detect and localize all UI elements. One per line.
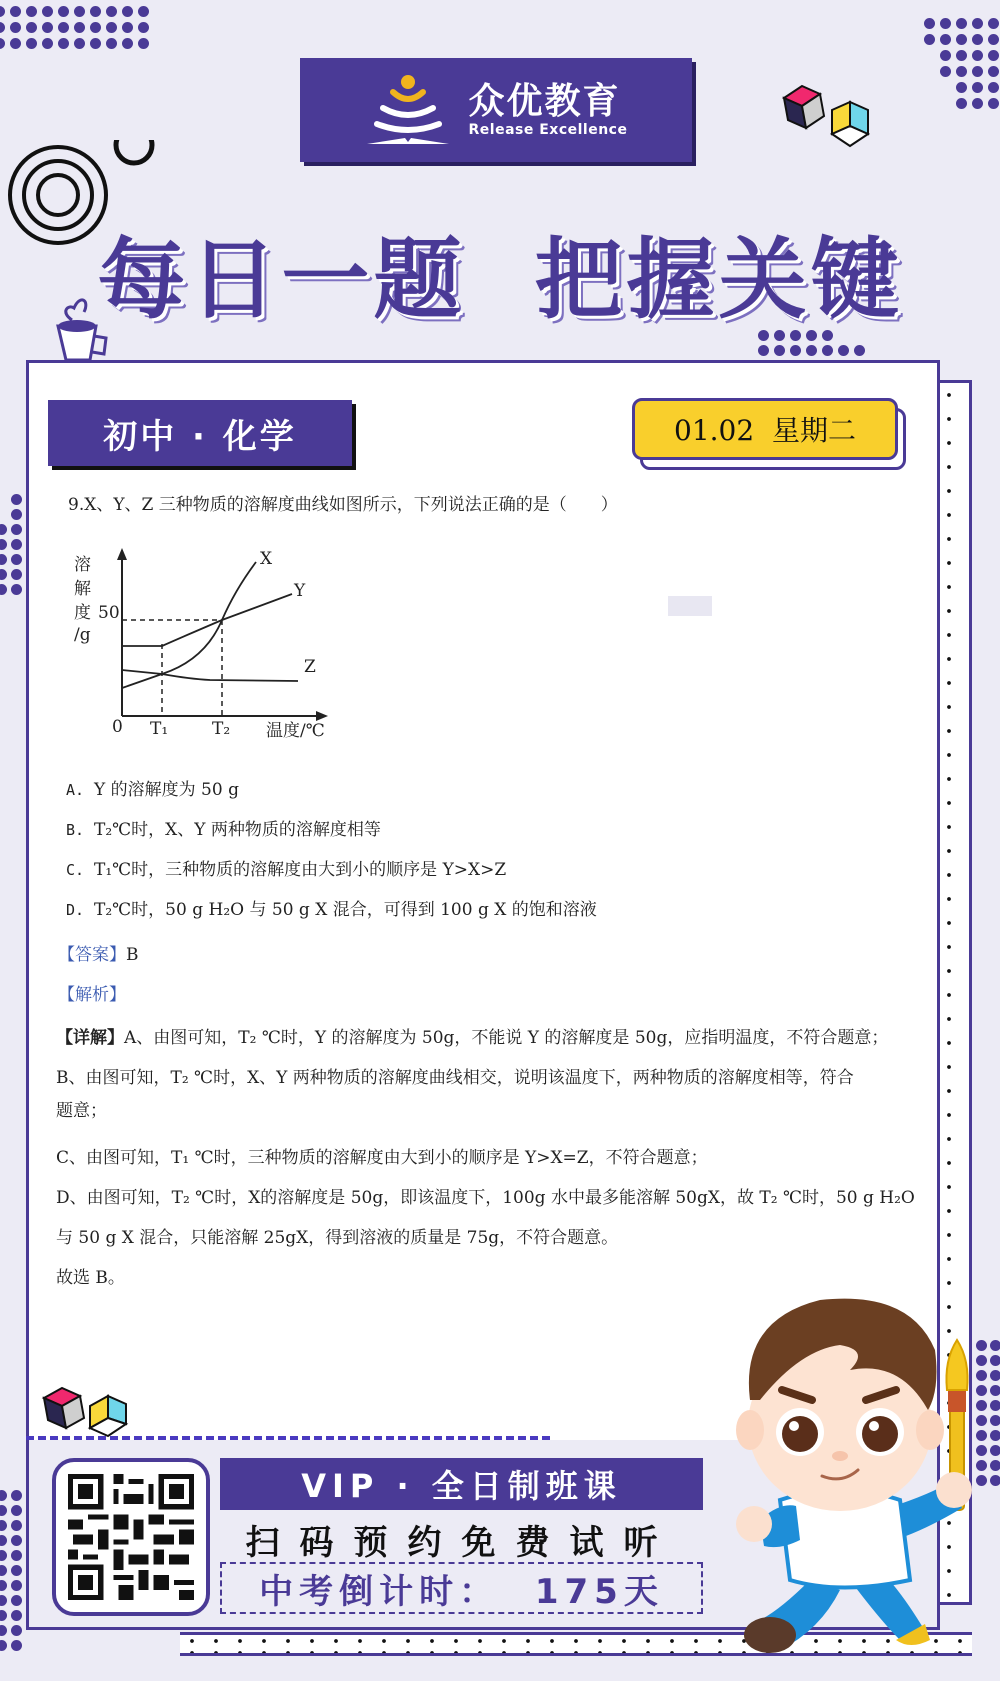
detailed-explanation [56, 1018, 916, 1298]
series-label-y: Y [294, 581, 306, 601]
answer-options [66, 778, 597, 938]
x-tick-t1: T₁ [150, 719, 169, 739]
svg-text:/g: /g [74, 625, 91, 645]
decor-dots-left [0, 494, 26, 595]
explanation-line-d-cont: 与 50 g X 混合，只能溶解 25gX，得到溶液的质量是 75g，不符合题意。 [56, 1228, 619, 1248]
answer-value: B [126, 945, 139, 965]
option-b: B. T₂℃时，X、Y 两种物质的溶解度相等 [66, 820, 381, 840]
question-stem: 9.X、Y、Z 三种物质的溶解度曲线如图所示，下列说法正确的是（ ） [68, 495, 618, 515]
brand-logo-icon [365, 72, 451, 148]
y-axis-label: 度 [74, 603, 91, 623]
explanation-line-a: 【详解】A、由图可知，T₂ ℃时，Y 的溶解度为 50g，不能说 Y 的溶解度是 50g，应指明温度，不符合题意； [56, 1028, 889, 1048]
decor-dots-top-right [924, 18, 1000, 109]
explanation-line-b: B、由图可知，T₂ ℃时，X、Y 两种物质的溶解度曲线相交，说明该温度下，两种物质的溶解度相等，符合 [56, 1068, 854, 1088]
answer-label: 【答案】 [58, 945, 126, 965]
placeholder-artifact [668, 596, 712, 616]
analysis-label: 【解析】 [58, 985, 126, 1005]
x-axis-label: 温度/℃ [266, 721, 325, 741]
explanation-line-b-cont: 题意； [56, 1101, 107, 1121]
explanation-line-d: D、由图可知，T₂ ℃时，X的溶解度是 50g，即该温度下，100g 水中最多能溶解 50gX，故 T₂ ℃时，50 g H₂O [56, 1188, 915, 1208]
y-tick-50: 50 [98, 603, 120, 623]
x-tick-0: 0 [112, 717, 123, 737]
svg-text:解: 解 [74, 579, 91, 599]
subject-tag: 初中 · 化学 [48, 400, 352, 466]
explanation-line-c: C、由图可知，T₁ ℃时，三种物质的溶解度由大到小的顺序是 Y>X=Z，不符合题意； [56, 1148, 708, 1168]
solubility-chart [70, 540, 340, 750]
decor-dots-bottom-left [0, 1490, 26, 1651]
brand-name-cn: 众优教育 [468, 81, 621, 122]
cubes-decor-bottom [40, 1384, 140, 1444]
brand-name-en: Release Excellence [468, 122, 628, 138]
option-d: D. T₂℃时，50 g H₂O 与 50 g X 混合，可得到 100 g X 的饱和溶液 [66, 900, 597, 920]
option-c: C. T₁℃时，三种物质的溶解度由大到小的顺序是 Y>X>Z [66, 860, 507, 880]
vip-course-banner: VIP · 全日制班课 [220, 1458, 703, 1510]
mascot-boy-illustration [700, 1290, 990, 1680]
x-tick-t2: T₂ [212, 719, 231, 739]
final-answer: 故选 B。 [56, 1268, 125, 1288]
svg-text:溶: 溶 [74, 555, 91, 575]
qr-code-frame[interactable] [52, 1458, 210, 1616]
answer-line [58, 940, 139, 965]
exam-countdown: 中考倒计时： 175天 [220, 1562, 703, 1614]
decor-dots-top-left [0, 6, 154, 49]
series-label-z: Z [304, 657, 316, 677]
qr-code-icon [68, 1474, 194, 1600]
scan-to-book-text: 扫码预约免费试听 [245, 1522, 678, 1563]
promo-dashed-divider [26, 1436, 550, 1440]
date-tag: 01.02 星期二 [632, 398, 898, 460]
brand-logo-bar [300, 58, 692, 162]
series-label-x: X [260, 549, 273, 569]
cubes-decor-top [780, 80, 880, 155]
page-headline: 每日一题 把握关键 [97, 228, 903, 331]
option-a: A. Y 的溶解度为 50 g [66, 780, 239, 800]
